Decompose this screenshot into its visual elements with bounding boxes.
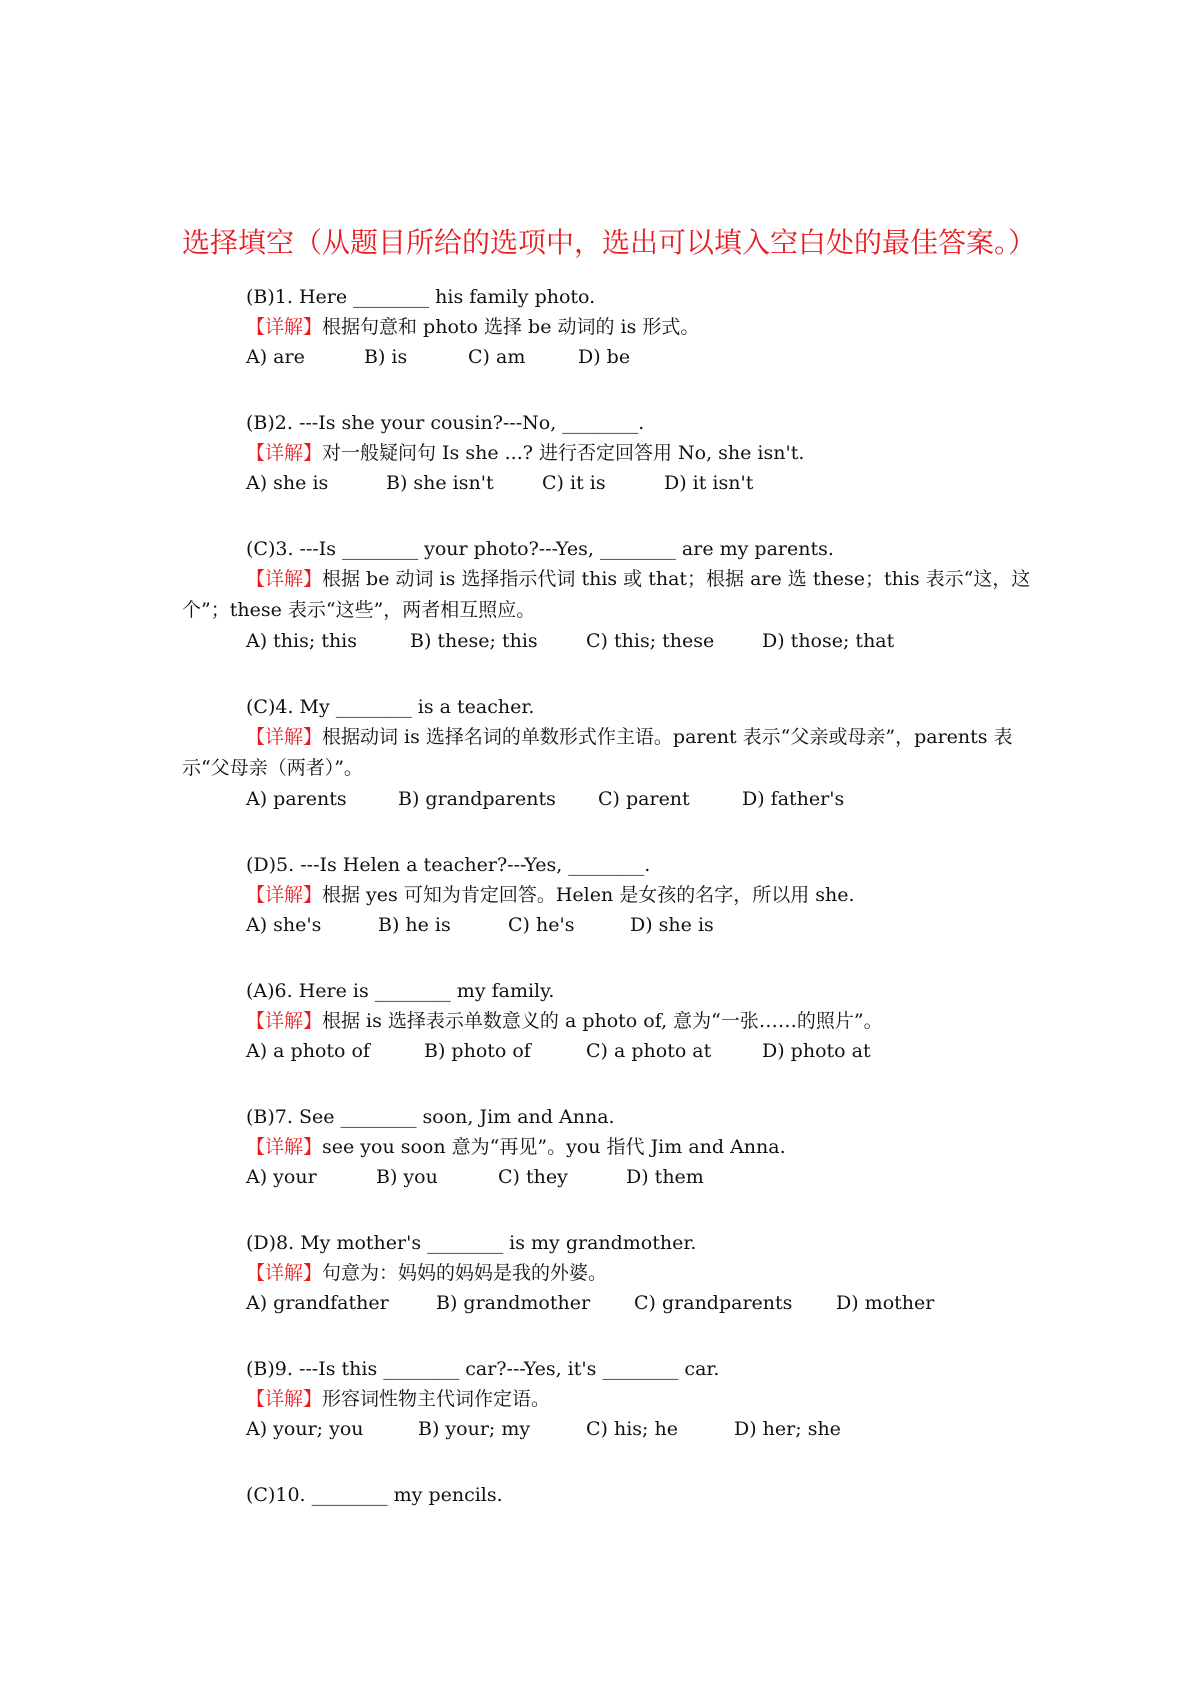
explanation-tag: 【详解】 xyxy=(246,568,323,590)
option-c: C) it is xyxy=(542,472,606,494)
option-b: B) he is xyxy=(378,914,451,936)
option-b: B) these; this xyxy=(410,630,538,652)
explanation-tag: 【详解】 xyxy=(246,1010,323,1032)
explanation xyxy=(182,1132,1042,1163)
explanation-text: 根据动词 is 选择名词的单数形式作主语。parent 表示“父亲或母亲”，parents 表示“父母亲（两者）”。 xyxy=(182,726,1013,779)
explanation xyxy=(182,312,1042,343)
explanation-tag: 【详解】 xyxy=(246,884,323,906)
question-stem: (C)10. ________ my pencils. xyxy=(246,1484,503,1506)
option-a: A) she is xyxy=(246,472,329,494)
option-d: D) those; that xyxy=(762,630,895,652)
explanation-text: 根据 yes 可知为肯定回答。Helen 是女孩的名字，所以用 she. xyxy=(322,884,855,906)
option-a: A) your; you xyxy=(246,1418,364,1440)
explanation-text: 句意为：妈妈的妈妈是我的外婆。 xyxy=(322,1262,608,1284)
explanation-tag: 【详解】 xyxy=(246,1388,323,1410)
option-b: B) grandparents xyxy=(398,788,556,810)
question-stem: (B)9. ---Is this ________ car?---Yes, it's ________ car. xyxy=(246,1358,720,1380)
option-c: C) am xyxy=(468,346,526,368)
option-a: A) are xyxy=(246,346,305,368)
explanation-tag: 【详解】 xyxy=(246,1136,323,1158)
option-c: C) this; these xyxy=(586,630,715,652)
explanation xyxy=(182,1384,1042,1415)
explanation xyxy=(182,438,1042,469)
option-c: C) his; he xyxy=(586,1418,678,1440)
option-d: D) photo at xyxy=(762,1040,871,1062)
explanation-text: see you soon 意为“再见”。you 指代 Jim and Anna. xyxy=(322,1136,786,1158)
option-d: D) mother xyxy=(836,1292,935,1314)
option-d: D) them xyxy=(626,1166,704,1188)
option-a: A) parents xyxy=(246,788,347,810)
option-a: A) she's xyxy=(246,914,322,936)
question-stem: (B)7. See ________ soon, Jim and Anna. xyxy=(246,1106,615,1128)
option-d: D) she is xyxy=(630,914,714,936)
explanation-tag: 【详解】 xyxy=(246,442,323,464)
question-stem: (C)4. My ________ is a teacher. xyxy=(246,696,535,718)
explanation xyxy=(182,722,1042,784)
explanation xyxy=(182,1258,1042,1289)
option-c: C) parent xyxy=(598,788,690,810)
option-a: A) a photo of xyxy=(246,1040,370,1062)
explanation-tag: 【详解】 xyxy=(246,726,323,748)
option-c: C) grandparents xyxy=(634,1292,793,1314)
option-c: C) a photo at xyxy=(586,1040,712,1062)
option-b: B) your; my xyxy=(418,1418,531,1440)
option-b: B) photo of xyxy=(424,1040,531,1062)
option-b: B) you xyxy=(376,1166,438,1188)
option-a: A) this; this xyxy=(246,630,358,652)
explanation-text: 形容词性物主代词作定语。 xyxy=(322,1388,551,1410)
explanation xyxy=(182,880,1042,911)
option-d: D) it isn't xyxy=(664,472,754,494)
question-stem: (B)1. Here ________ his family photo. xyxy=(246,286,596,308)
question-stem: (B)2. ---Is she your cousin?---No, ________. xyxy=(246,412,645,434)
explanation xyxy=(182,564,1042,626)
option-b: B) is xyxy=(364,346,408,368)
section-title-text: 选择填空（从题目所给的选项中，选出可以填入空白处的最佳答案。） xyxy=(182,226,1037,259)
option-d: D) be xyxy=(578,346,631,368)
question-stem: (D)8. My mother's ________ is my grandmother. xyxy=(246,1232,697,1254)
option-a: A) grandfather xyxy=(246,1292,389,1314)
explanation-text: 根据句意和 photo 选择 be 动词的 is 形式。 xyxy=(322,316,700,338)
option-b: B) she isn't xyxy=(386,472,494,494)
option-a: A) your xyxy=(246,1166,317,1188)
section-title xyxy=(182,150,1042,274)
explanation-tag: 【详解】 xyxy=(246,316,323,338)
explanation-tag: 【详解】 xyxy=(246,1262,323,1284)
explanation-text: 根据 is 选择表示单数意义的 a photo of, 意为“一张……的照片”。 xyxy=(322,1010,883,1032)
option-b: B) grandmother xyxy=(436,1292,591,1314)
option-d: D) father's xyxy=(742,788,845,810)
question-stem: (C)3. ---Is ________ your photo?---Yes, ________ are my parents. xyxy=(246,538,834,560)
question-stem: (A)6. Here is ________ my family. xyxy=(246,980,555,1002)
explanation xyxy=(182,1006,1042,1037)
option-c: C) they xyxy=(498,1166,568,1188)
option-d: D) her; she xyxy=(734,1418,841,1440)
explanation-text: 对一般疑问句 Is she ...? 进行否定回答用 No, she isn't. xyxy=(322,442,805,464)
option-c: C) he's xyxy=(508,914,575,936)
explanation-text: 根据 be 动词 is 选择指示代词 this 或 that；根据 are 选 these；this 表示“这，这个”；these 表示“这些”，两者相互照应。 xyxy=(182,568,1031,621)
question-stem: (D)5. ---Is Helen a teacher?---Yes, ________. xyxy=(246,854,651,876)
